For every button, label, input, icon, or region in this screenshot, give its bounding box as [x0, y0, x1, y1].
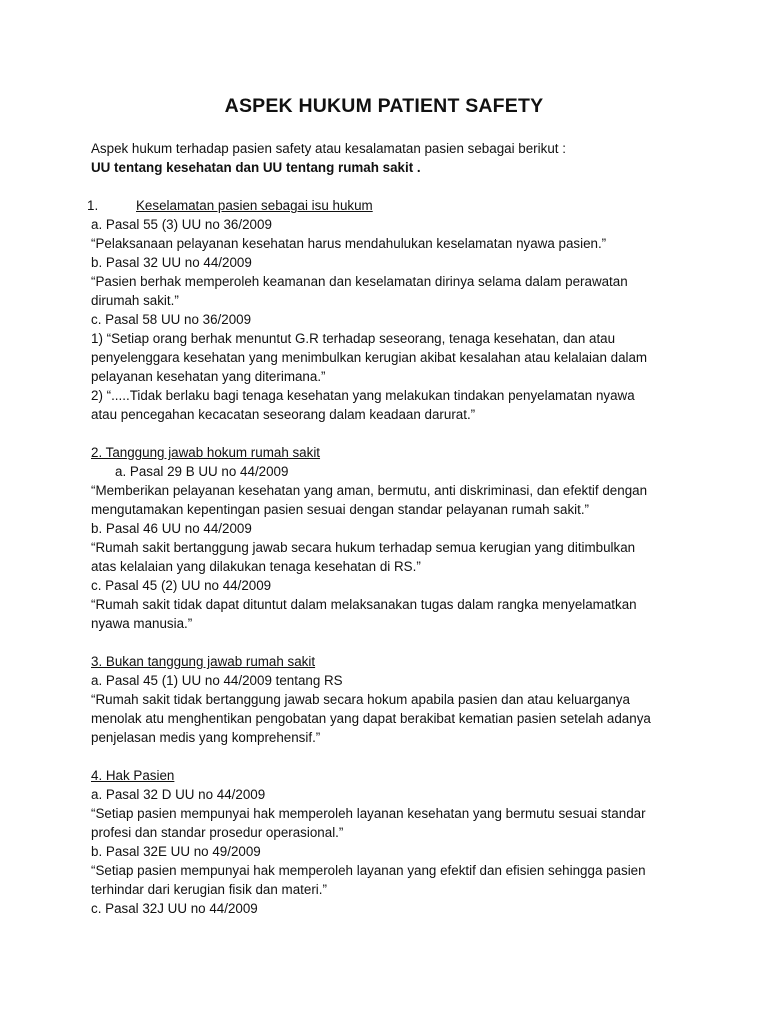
- section-2-line: mengutamakan kepentingan pasien sesuai dengan standar pelayanan rumah sakit.”: [91, 502, 590, 517]
- section-4-line: c. Pasal 32J UU no 44/2009: [91, 901, 258, 916]
- section-4-heading: 4. Hak Pasien: [91, 768, 175, 783]
- section-3-line: penjelasan medis yang komprehensif.”: [91, 730, 321, 745]
- section-2-line: “Rumah sakit bertanggung jawab secara hukum terhadap semua kerugian yang ditimbulkan: [91, 540, 636, 555]
- section-1-line: dirumah sakit.”: [91, 293, 179, 308]
- section-1-line: 2) “.....Tidak berlaku bagi tenaga kesehatan yang melakukan tindakan penyelamatan nyawa: [91, 388, 635, 403]
- intro-line-2: UU tentang kesehatan dan UU tentang rumah sakit .: [91, 160, 421, 175]
- section-2-line: nyawa manusia.”: [91, 616, 193, 631]
- section-2-sub-a: a. Pasal 29 B UU no 44/2009: [115, 464, 289, 479]
- section-1-line: atau pencegahan kecacatan seseorang dalam keadaan darurat.”: [91, 407, 476, 422]
- section-2-heading: 2. Tanggung jawab hokum rumah sakit: [91, 445, 321, 460]
- section-4-line: profesi dan standar prosedur operasional.”: [91, 825, 344, 840]
- section-1-heading: Keselamatan pasien sebagai isu hukum: [136, 198, 373, 213]
- section-1-line: b. Pasal 32 UU no 44/2009: [91, 255, 252, 270]
- section-1-line: a. Pasal 55 (3) UU no 36/2009: [91, 217, 272, 232]
- section-1-number: 1.: [87, 198, 99, 213]
- intro-line-1: Aspek hukum terhadap pasien safety atau kesalamatan pasien sebagai berikut :: [91, 141, 566, 156]
- section-3-line: “Rumah sakit tidak bertanggung jawab secara hokum apabila pasien dan atau keluarganya: [91, 692, 630, 707]
- section-3-heading: 3. Bukan tanggung jawab rumah sakit: [91, 654, 316, 669]
- section-4-line: “Setiap pasien mempunyai hak memperoleh layanan yang efektif dan efisien sehingga pasien: [91, 863, 646, 878]
- section-1-line: “Pelaksanaan pelayanan kesehatan harus mendahulukan keselamatan nyawa pasien.”: [91, 236, 607, 251]
- section-3-line: a. Pasal 45 (1) UU no 44/2009 tentang RS: [91, 673, 343, 688]
- section-1-line: “Pasien berhak memperoleh keamanan dan keselamatan dirinya selama dalam perawatan: [91, 274, 628, 289]
- section-2-line: “Memberikan pelayanan kesehatan yang aman, bermutu, anti diskriminasi, dan efektif dengan: [91, 483, 648, 498]
- section-4-line: b. Pasal 32E UU no 49/2009: [91, 844, 261, 859]
- page-title: ASPEK HUKUM PATIENT SAFETY: [224, 95, 544, 117]
- section-1-line: c. Pasal 58 UU no 36/2009: [91, 312, 252, 327]
- section-1-line: pelayanan kesehatan yang diterimana.”: [91, 369, 326, 384]
- section-1-line: 1) “Setiap orang berhak menuntut G.R terhadap seseorang, tenaga kesehatan, dan atau: [91, 331, 616, 346]
- section-4-line: terhindar dari kerugian fisik dan materi.”: [91, 882, 327, 897]
- section-2-line: atas kelalaian yang dilakukan tenaga kesehatan di RS.”: [91, 559, 421, 574]
- section-3-line: menolak atu menghentikan pengobatan yang dapat berakibat kematian pasien setelah adanya: [91, 711, 651, 726]
- section-2-line: c. Pasal 45 (2) UU no 44/2009: [91, 578, 272, 593]
- section-1-line: penyelenggara kesehatan yang menimbulkan kerugian akibat kesalahan atau kelalaian dalam: [91, 350, 648, 365]
- section-4-line: a. Pasal 32 D UU no 44/2009: [91, 787, 266, 802]
- section-4-line: “Setiap pasien mempunyai hak memperoleh layanan kesehatan yang bermutu sesuai standar: [91, 806, 646, 821]
- section-2-line: b. Pasal 46 UU no 44/2009: [91, 521, 252, 536]
- section-2-line: “Rumah sakit tidak dapat dituntut dalam melaksanakan tugas dalam rangka menyelamatkan: [91, 597, 637, 612]
